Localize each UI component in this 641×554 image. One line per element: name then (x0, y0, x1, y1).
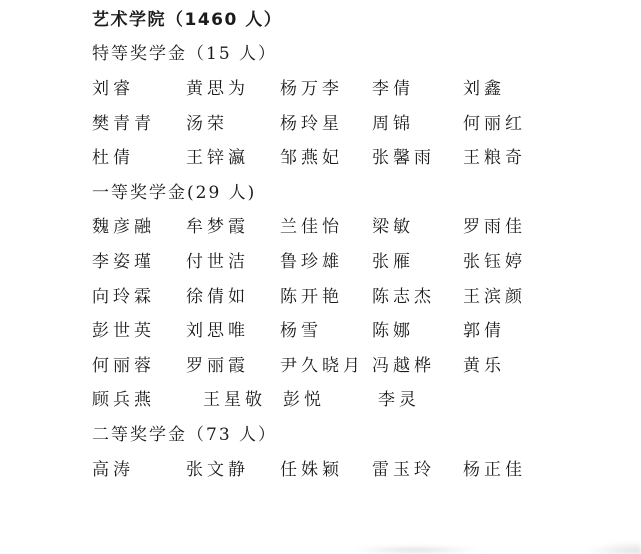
name-row (92, 381, 641, 416)
recipient-name: 樊青青 (92, 113, 155, 134)
recipient-name: 李灵 (378, 390, 420, 411)
recipient-name: 何丽红 (463, 113, 526, 134)
recipient-name: 黄乐 (463, 355, 505, 376)
recipient-name: 黄思为 (186, 78, 249, 99)
recipient-name: 张馨雨 (372, 148, 435, 169)
recipient-name: 王锌瀛 (186, 148, 249, 169)
recipient-name: 彭世英 (92, 321, 155, 342)
recipient-name: 王星敬 (203, 390, 266, 411)
recipient-name: 刘思唯 (186, 321, 249, 342)
recipient-name: 张文静 (186, 459, 249, 480)
recipient-name: 顾兵燕 (92, 390, 155, 411)
recipient-name: 向玲霖 (92, 286, 155, 307)
recipient-name: 张雁 (372, 251, 414, 272)
recipient-name: 陈开艳 (280, 286, 343, 307)
recipient-name: 尹久晓月 (280, 355, 364, 376)
recipient-name: 杨玲星 (280, 113, 343, 134)
scholarship-sections (92, 35, 641, 485)
recipient-name: 李倩 (372, 78, 414, 99)
recipient-name: 邹燕妃 (280, 148, 343, 169)
scan-smudge (348, 546, 483, 554)
recipient-name: 何丽蓉 (92, 355, 155, 376)
section-heading: 一等奖学金(29 人) (92, 182, 257, 203)
recipient-name: 周锦 (372, 113, 414, 134)
name-row (92, 69, 641, 104)
recipient-name: 罗雨佳 (463, 217, 526, 238)
recipient-name: 李姿瑾 (92, 251, 155, 272)
recipient-name: 杨雪 (280, 321, 322, 342)
recipient-name: 刘鑫 (463, 78, 505, 99)
scan-smudge-corner (586, 542, 641, 554)
recipient-name: 付世洁 (186, 251, 249, 272)
name-row (92, 277, 641, 312)
recipient-name: 郭倩 (463, 321, 505, 342)
name-row (92, 311, 641, 346)
recipient-name: 杜倩 (92, 148, 134, 169)
name-row (92, 242, 641, 277)
recipient-name: 刘睿 (92, 78, 134, 99)
section-heading: 特等奖学金（15 人） (92, 44, 278, 65)
recipient-name: 汤荣 (186, 113, 228, 134)
name-row (92, 138, 641, 173)
recipient-name: 彭悦 (283, 390, 325, 411)
recipient-name: 徐倩如 (186, 286, 249, 307)
recipient-name: 陈娜 (372, 321, 414, 342)
recipient-name: 王滨颜 (463, 286, 526, 307)
recipient-name: 冯越桦 (372, 355, 435, 376)
name-row (92, 104, 641, 139)
recipient-name: 张钰婷 (463, 251, 526, 272)
name-row (92, 346, 641, 381)
recipient-name: 王粮奇 (463, 148, 526, 169)
recipient-name: 罗丽霞 (186, 355, 249, 376)
recipient-name: 任姝颖 (280, 459, 343, 480)
recipient-name: 杨万李 (280, 78, 343, 99)
recipient-name: 兰佳怡 (280, 217, 343, 238)
college-title: 艺术学院（1460 人） (92, 9, 283, 30)
section-heading: 二等奖学金（73 人） (92, 424, 278, 445)
recipient-name: 高涛 (92, 459, 134, 480)
scholarship-list (92, 0, 641, 484)
recipient-name: 陈志杰 (372, 286, 435, 307)
recipient-name: 雷玉玲 (372, 459, 435, 480)
name-row (92, 450, 641, 485)
recipient-name: 魏彦融 (92, 217, 155, 238)
recipient-name: 杨正佳 (463, 459, 526, 480)
recipient-name: 鲁珍雄 (280, 251, 343, 272)
recipient-name: 梁敏 (372, 217, 414, 238)
recipient-name: 牟梦霞 (186, 217, 249, 238)
name-row (92, 208, 641, 243)
